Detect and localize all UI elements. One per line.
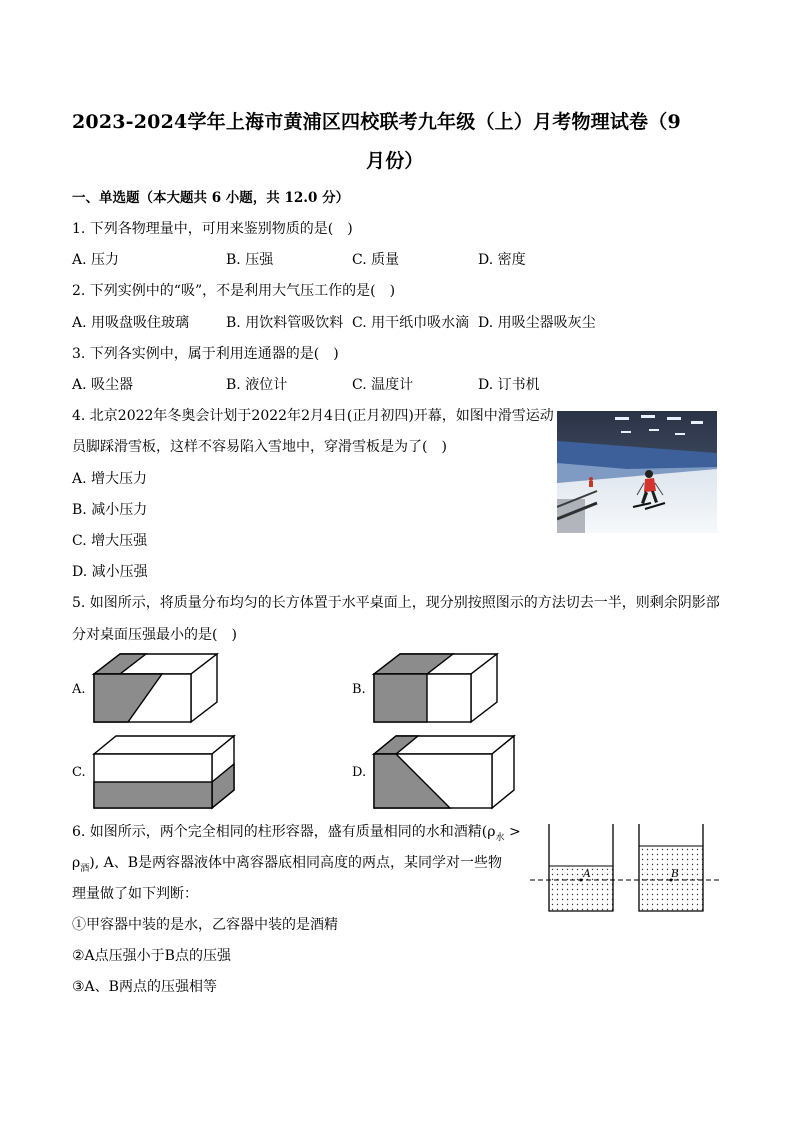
q2-option-d: D. 用吸尘器吸灰尘 bbox=[478, 315, 596, 331]
question-6-stem-line1 bbox=[72, 821, 521, 843]
q1-option-d: D. 密度 bbox=[478, 252, 526, 268]
q2-option-b: B. 用饮料管吸饮料 bbox=[226, 315, 344, 331]
q3-option-c: C. 温度计 bbox=[352, 377, 414, 393]
q5-option-a-label: A. bbox=[72, 682, 86, 697]
q3-option-b: B. 液位计 bbox=[226, 377, 288, 393]
q6-statement-1: ①甲容器中装的是水，乙容器中装的是酒精 bbox=[72, 917, 338, 933]
q6-rho-alcohol: ρ bbox=[72, 855, 81, 871]
skier-photo bbox=[557, 411, 717, 533]
page-title: 2023-2024学年上海市黄浦区四校联考九年级（上）月考物理试卷（9 bbox=[72, 111, 681, 133]
q4-option-d: D. 减小压强 bbox=[72, 564, 148, 580]
question-6-stem-line3: 理量做了如下判断： bbox=[72, 886, 198, 902]
q6-rho-water-sub: 水 bbox=[495, 832, 505, 843]
q6-statement-3: ③A、B两点的压强相等 bbox=[72, 979, 217, 995]
question-5-stem-line2: 分对桌面压强最小的是( ) bbox=[72, 627, 237, 643]
q2-option-c: C. 用干纸巾吸水滴 bbox=[352, 315, 470, 331]
question-5-stem-line1: 5. 如图所示，将质量分布均匀的长方体置于水平桌面上，现分别按照图示的方法切去一半，则剩余阴影部 bbox=[72, 595, 720, 611]
q5-box-c-figure bbox=[90, 732, 238, 812]
page-title-continued: 月份） bbox=[366, 150, 424, 172]
q1-option-a: A. 压力 bbox=[72, 252, 120, 268]
question-2-stem: 2. 下列实例中的“吸”，不是利用大气压工作的是( ) bbox=[72, 283, 396, 299]
q2-option-a: A. 用吸盘吸住玻璃 bbox=[72, 315, 190, 331]
q6-rho-alcohol-sub: 酒 bbox=[80, 863, 90, 874]
q5-box-b-figure bbox=[370, 650, 500, 725]
question-4-stem-line1: 4. 北京2022年冬奥会计划于2022年2月4日(正月初四)开幕，如图中滑雪运动 bbox=[72, 408, 554, 424]
q1-option-b: B. 压强 bbox=[226, 252, 274, 268]
question-3-stem: 3. 下列各实例中，属于利用连通器的是( ) bbox=[72, 346, 339, 362]
q5-option-c-label: C. bbox=[72, 765, 86, 780]
question-6-stem-line2 bbox=[72, 852, 502, 874]
q4-option-b: B. 减小压力 bbox=[72, 502, 148, 518]
q6-containers-figure bbox=[530, 822, 720, 917]
q3-option-a: A. 吸尘器 bbox=[72, 377, 134, 393]
q6-stem-text-2: ), A、B是两容器液体中离容器底相同高度的两点，某同学对一些物 bbox=[89, 855, 503, 871]
q5-box-d-figure bbox=[370, 732, 518, 812]
q5-box-a-figure bbox=[90, 650, 220, 725]
q5-option-b-label: B. bbox=[352, 682, 366, 697]
question-1-stem: 1. 下列各物理量中，可用来鉴别物质的是( ) bbox=[72, 221, 353, 237]
section-header: 一、单选题（本大题共 6 小题，共 12.0 分） bbox=[72, 190, 350, 206]
q6-point-a-label: A bbox=[583, 866, 591, 880]
question-4-stem-line2: 员脚踩滑雪板，这样不容易陷入雪地中，穿滑雪板是为了( ) bbox=[72, 439, 447, 455]
q6-point-b-label: B bbox=[671, 866, 679, 880]
q4-option-c: C. 增大压强 bbox=[72, 533, 148, 549]
q5-option-d-label: D. bbox=[352, 765, 367, 780]
q3-option-d: D. 订书机 bbox=[478, 377, 540, 393]
q1-option-c: C. 质量 bbox=[352, 252, 400, 268]
q4-option-a: A. 增大压力 bbox=[72, 471, 148, 487]
q6-stem-text-1: 6. 如图所示，两个完全相同的柱形容器，盛有质量相同的水和酒精(ρ bbox=[72, 824, 496, 840]
q6-greater-than: > bbox=[508, 824, 521, 840]
q6-statement-2: ②A点压强小于B点的压强 bbox=[72, 948, 231, 964]
